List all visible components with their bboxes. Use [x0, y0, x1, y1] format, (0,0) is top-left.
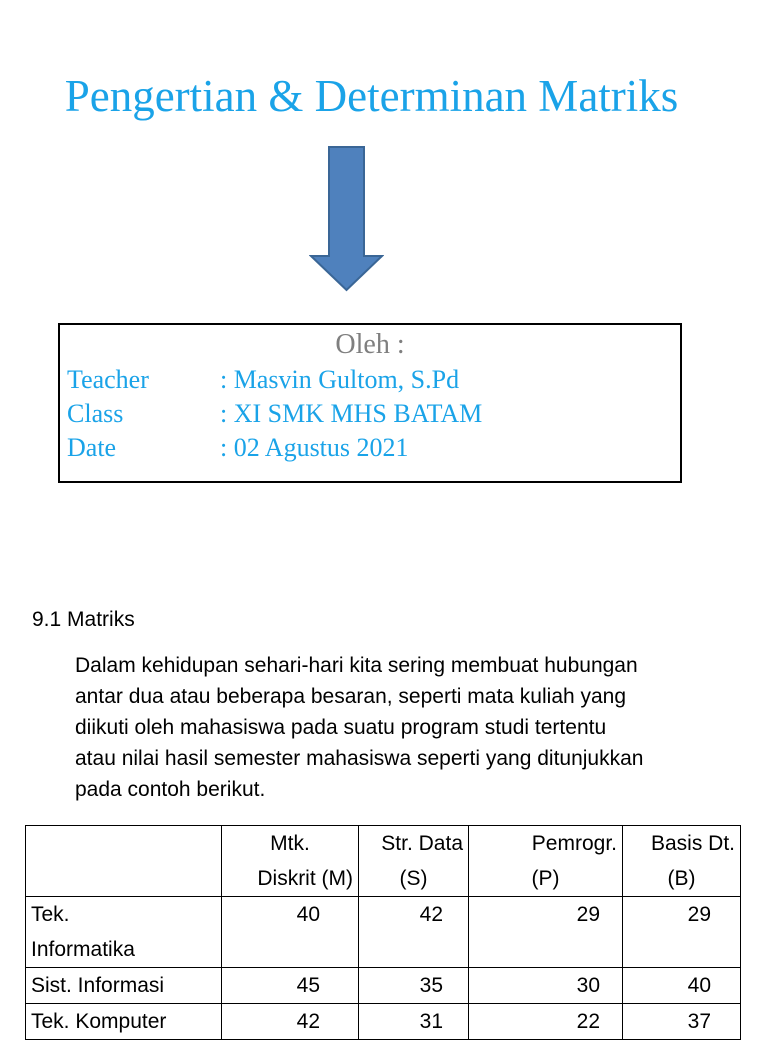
- info-value: : 02 Agustus 2021: [220, 433, 409, 462]
- table-row: [26, 968, 741, 1004]
- info-value: : Masvin Gultom, S.Pd: [220, 365, 460, 394]
- table-cell: 22: [469, 1004, 623, 1040]
- info-label: Teacher: [67, 365, 149, 394]
- table-header-cell: [469, 826, 623, 897]
- grades-table: [25, 825, 741, 1040]
- header-line: Diskrit (M): [257, 867, 353, 890]
- row-label: [26, 897, 222, 968]
- header-line: Mtk.: [270, 832, 310, 855]
- table-cell: 42: [222, 1004, 359, 1040]
- table-header-row: [26, 826, 741, 897]
- paragraph-line: atau nilai hasil semester mahasiswa seperti yang ditunjukkan: [75, 747, 644, 770]
- table-row: [26, 1004, 741, 1040]
- table-cell: 40: [623, 968, 741, 1004]
- table-cell: 31: [359, 1004, 469, 1040]
- row-label-line: Informatika: [31, 938, 135, 961]
- header-line: (P): [531, 867, 560, 890]
- info-heading: Oleh :: [335, 329, 405, 360]
- table-cell: 30: [469, 968, 623, 1004]
- table-cell: 35: [359, 968, 469, 1004]
- info-value: : XI SMK MHS BATAM: [220, 399, 483, 428]
- header-line: Str. Data: [381, 832, 463, 855]
- paragraph-line: Dalam kehidupan sehari-hari kita sering membuat hubungan: [75, 654, 638, 677]
- paragraph-line: antar dua atau beberapa besaran, seperti mata kuliah yang: [75, 685, 627, 708]
- section-heading: 9.1 Matriks: [32, 608, 135, 631]
- info-row-teacher: [67, 363, 459, 397]
- row-label: Tek. Komputer: [26, 1004, 222, 1040]
- row-label: Sist. Informasi: [26, 968, 222, 1004]
- header-line: Pemrogr.: [531, 832, 617, 855]
- info-row-class: [67, 397, 482, 431]
- table-header-corner: [26, 826, 222, 897]
- table-cell: 42: [359, 897, 469, 968]
- header-line: (S): [399, 867, 428, 890]
- paragraph-line: diikuti oleh mahasiswa pada suatu program studi tertentu: [75, 716, 607, 739]
- table-header-cell: [623, 826, 741, 897]
- table-cell: 29: [469, 897, 623, 968]
- table-cell: 45: [222, 968, 359, 1004]
- row-label-line: Tek.: [31, 903, 70, 926]
- table-header-cell: [222, 826, 359, 897]
- slide-title: Pengertian & Determinan Matriks: [64, 71, 679, 121]
- table-cell: 37: [623, 1004, 741, 1040]
- info-label: Date: [67, 433, 117, 462]
- table-cell: 40: [222, 897, 359, 968]
- intro-paragraph: [75, 650, 755, 805]
- table-cell: 29: [623, 897, 741, 968]
- table-row: [26, 897, 741, 968]
- author-info-box: [58, 323, 682, 483]
- down-arrow-icon: [309, 145, 384, 292]
- table-header-cell: [359, 826, 469, 897]
- info-label: Class: [67, 399, 124, 428]
- paragraph-line: pada contoh berikut.: [75, 778, 266, 801]
- header-line: Basis Dt.: [650, 832, 735, 855]
- info-row-date: [67, 431, 409, 465]
- header-line: (B): [667, 867, 696, 890]
